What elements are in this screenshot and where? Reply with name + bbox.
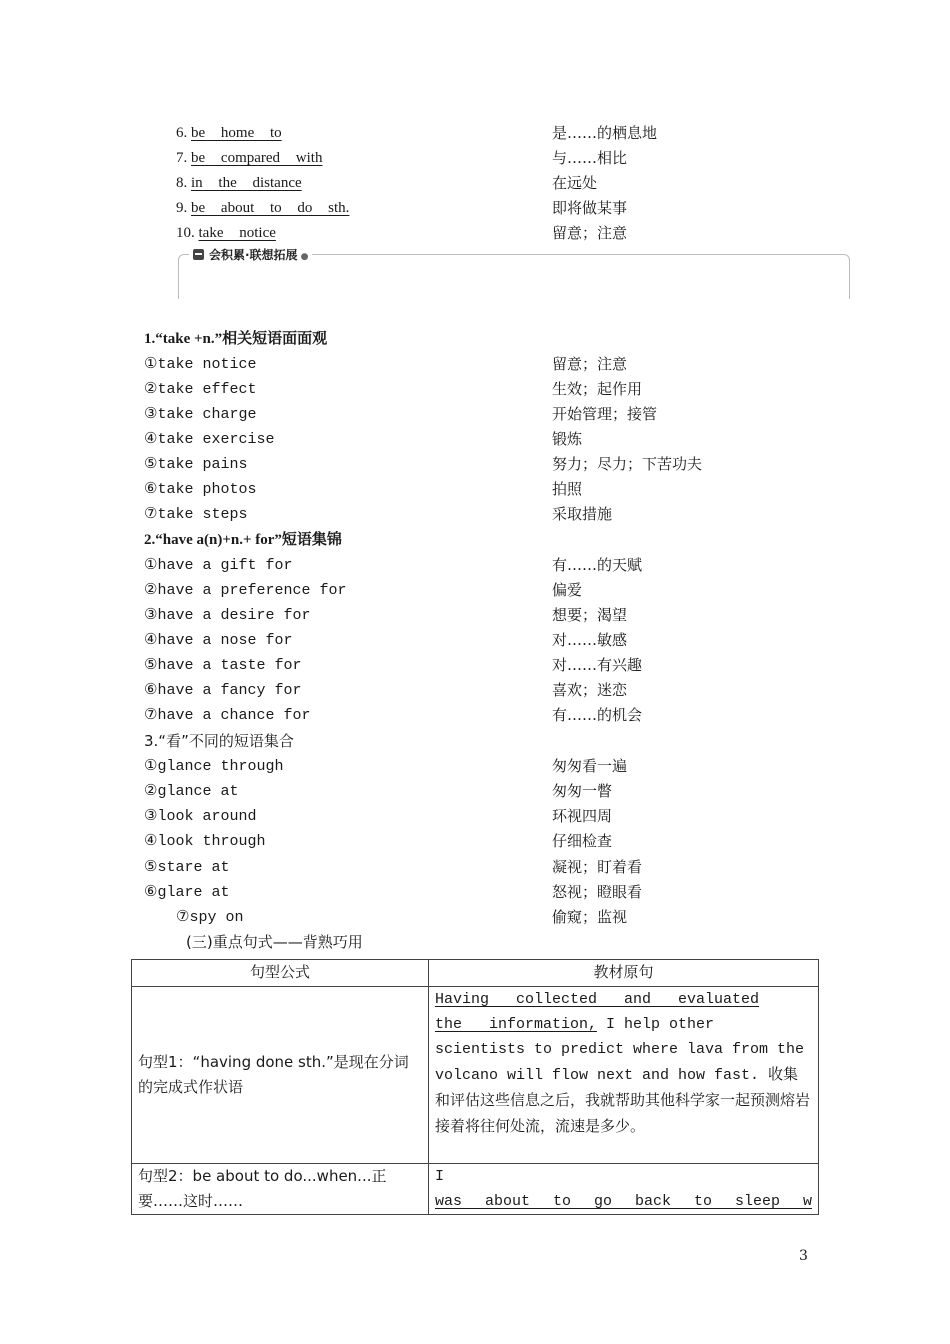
item-phrase: ⑥glare at — [144, 884, 230, 901]
group-item — [144, 402, 844, 427]
item-meaning: 匆匆看一遍 — [552, 757, 628, 775]
item-meaning: 想要；渴望 — [552, 606, 628, 624]
group-item — [144, 578, 844, 603]
phrase-meaning: 在远处 — [552, 174, 598, 192]
underlined-clause: was about to go back to sleep w — [434, 1193, 812, 1210]
phrase-text: be home to — [191, 125, 282, 141]
group-item — [144, 779, 844, 804]
sentence-text: I help other scientists to predict where lava from the volcano will flow next and how fast. — [434, 1016, 805, 1084]
group-item — [176, 905, 876, 930]
item-meaning: 仔细检查 — [552, 832, 613, 850]
group-item — [144, 703, 844, 728]
item-phrase: ④have a nose for — [144, 632, 293, 649]
item-meaning: 匆匆一瞥 — [552, 782, 613, 800]
item-phrase: ⑦have a chance for — [144, 707, 311, 724]
item-phrase: ③look around — [144, 808, 257, 825]
group-item — [144, 452, 844, 477]
section-banner — [178, 248, 850, 299]
group-item — [144, 754, 844, 779]
group-title: 3.“看”不同的短语集合 — [144, 732, 294, 750]
group-item — [144, 427, 844, 452]
group-item — [144, 553, 844, 578]
item-meaning: 怒视；瞪眼看 — [552, 883, 643, 901]
phrase-row — [176, 196, 876, 221]
group-item — [144, 829, 844, 854]
item-phrase: ⑥have a fancy for — [144, 682, 302, 699]
pattern-formula: 句型2：be about to do...when...正要……这时…… — [132, 1164, 429, 1215]
item-phrase: ①glance through — [144, 758, 284, 775]
table-header: 教材原句 — [428, 960, 818, 987]
phrase-number: 10. — [176, 225, 195, 241]
item-meaning: 偷窥；监视 — [552, 908, 628, 926]
group-item — [144, 377, 844, 402]
item-meaning: 有……的天赋 — [552, 556, 643, 574]
pattern-formula: 句型1：“having done sth.”是现在分词的完成式作状语 — [132, 987, 429, 1164]
group-item — [144, 502, 844, 527]
textbook-sentence — [428, 987, 818, 1164]
item-phrase: ②take effect — [144, 381, 257, 398]
banner-label: 会积累·联想拓展 — [209, 248, 298, 262]
item-phrase: ⑥take photos — [144, 481, 257, 498]
item-phrase: ⑤stare at — [144, 859, 230, 876]
item-phrase: ④take exercise — [144, 431, 275, 448]
item-meaning: 采取措施 — [552, 505, 613, 523]
item-meaning: 对……有兴趣 — [552, 656, 643, 674]
table-header-row — [132, 960, 819, 987]
group-item — [144, 880, 844, 905]
page-number: 3 — [799, 1248, 808, 1264]
phrase-row — [176, 171, 876, 196]
phrase-number: 7. — [176, 150, 188, 166]
item-meaning: 偏爱 — [552, 581, 583, 599]
item-meaning: 喜欢；迷恋 — [552, 681, 628, 699]
phrase-meaning: 即将做某事 — [552, 199, 628, 217]
item-meaning: 环视四周 — [552, 807, 613, 825]
section-heading: (三)重点句式——背熟巧用 — [186, 933, 363, 951]
phrase-meaning: 留意；注意 — [552, 224, 628, 242]
item-meaning: 锻炼 — [552, 430, 583, 448]
item-meaning: 努力；尽力；下苦功夫 — [552, 455, 703, 473]
group-item — [144, 855, 844, 880]
textbook-sentence — [428, 1164, 818, 1215]
item-phrase: ⑤take pains — [144, 456, 248, 473]
item-phrase: ⑤have a taste for — [144, 657, 302, 674]
item-phrase: ③take charge — [144, 406, 257, 423]
phrase-meaning: 与……相比 — [552, 149, 628, 167]
item-meaning: 生效；起作用 — [552, 380, 643, 398]
item-phrase: ④look through — [144, 833, 266, 850]
group-item — [144, 678, 844, 703]
item-phrase: ⑦take steps — [144, 506, 248, 523]
group-title: 1.“take +n.”相关短语面面观 — [144, 331, 328, 347]
item-phrase: ⑦spy on — [176, 909, 244, 926]
group-title: 2.“have a(n)+n.+ for”短语集锦 — [144, 532, 342, 548]
phrase-text: be compared with — [191, 150, 323, 166]
sentence-translation: 收集和评估这些信息之后，我就帮助其他科学家一起预测熔岩接着将往何处流，流速是多少。 — [434, 1065, 810, 1135]
table-row — [132, 987, 819, 1164]
item-meaning: 留意；注意 — [552, 355, 628, 373]
table-row — [132, 1164, 819, 1215]
item-phrase: ①take notice — [144, 356, 257, 373]
group-item — [144, 603, 844, 628]
phrase-text: in the distance — [191, 175, 302, 191]
item-meaning: 凝视；盯着看 — [552, 858, 643, 876]
underlined-clause: Having collected and evaluated the information, — [434, 991, 759, 1033]
group-item — [144, 653, 844, 678]
phrase-number: 6. — [176, 125, 188, 141]
phrase-meaning: 是……的栖息地 — [552, 124, 658, 142]
item-meaning: 对……敏感 — [552, 631, 628, 649]
phrase-number: 9. — [176, 200, 188, 216]
phrase-row — [176, 146, 876, 171]
sentence-lead: I — [434, 1168, 444, 1185]
item-meaning: 有……的机会 — [552, 706, 643, 724]
phrase-row — [176, 221, 876, 246]
phrase-row — [176, 121, 876, 146]
phrase-text: take notice — [198, 225, 276, 241]
item-meaning: 拍照 — [552, 480, 583, 498]
dot-icon: ● — [300, 252, 309, 262]
table-header: 句型公式 — [132, 960, 429, 987]
group-item — [144, 804, 844, 829]
sentence-pattern-table — [131, 959, 819, 1215]
phrase-number: 8. — [176, 175, 188, 191]
group-item — [144, 352, 844, 377]
item-phrase: ①have a gift for — [144, 557, 293, 574]
item-meaning: 开始管理；接管 — [552, 405, 658, 423]
book-icon — [193, 249, 204, 260]
item-phrase: ②glance at — [144, 783, 239, 800]
group-item — [144, 477, 844, 502]
item-phrase: ③have a desire for — [144, 607, 311, 624]
item-phrase: ②have a preference for — [144, 582, 347, 599]
group-item — [144, 628, 844, 653]
phrase-text: be about to do sth. — [191, 200, 350, 216]
